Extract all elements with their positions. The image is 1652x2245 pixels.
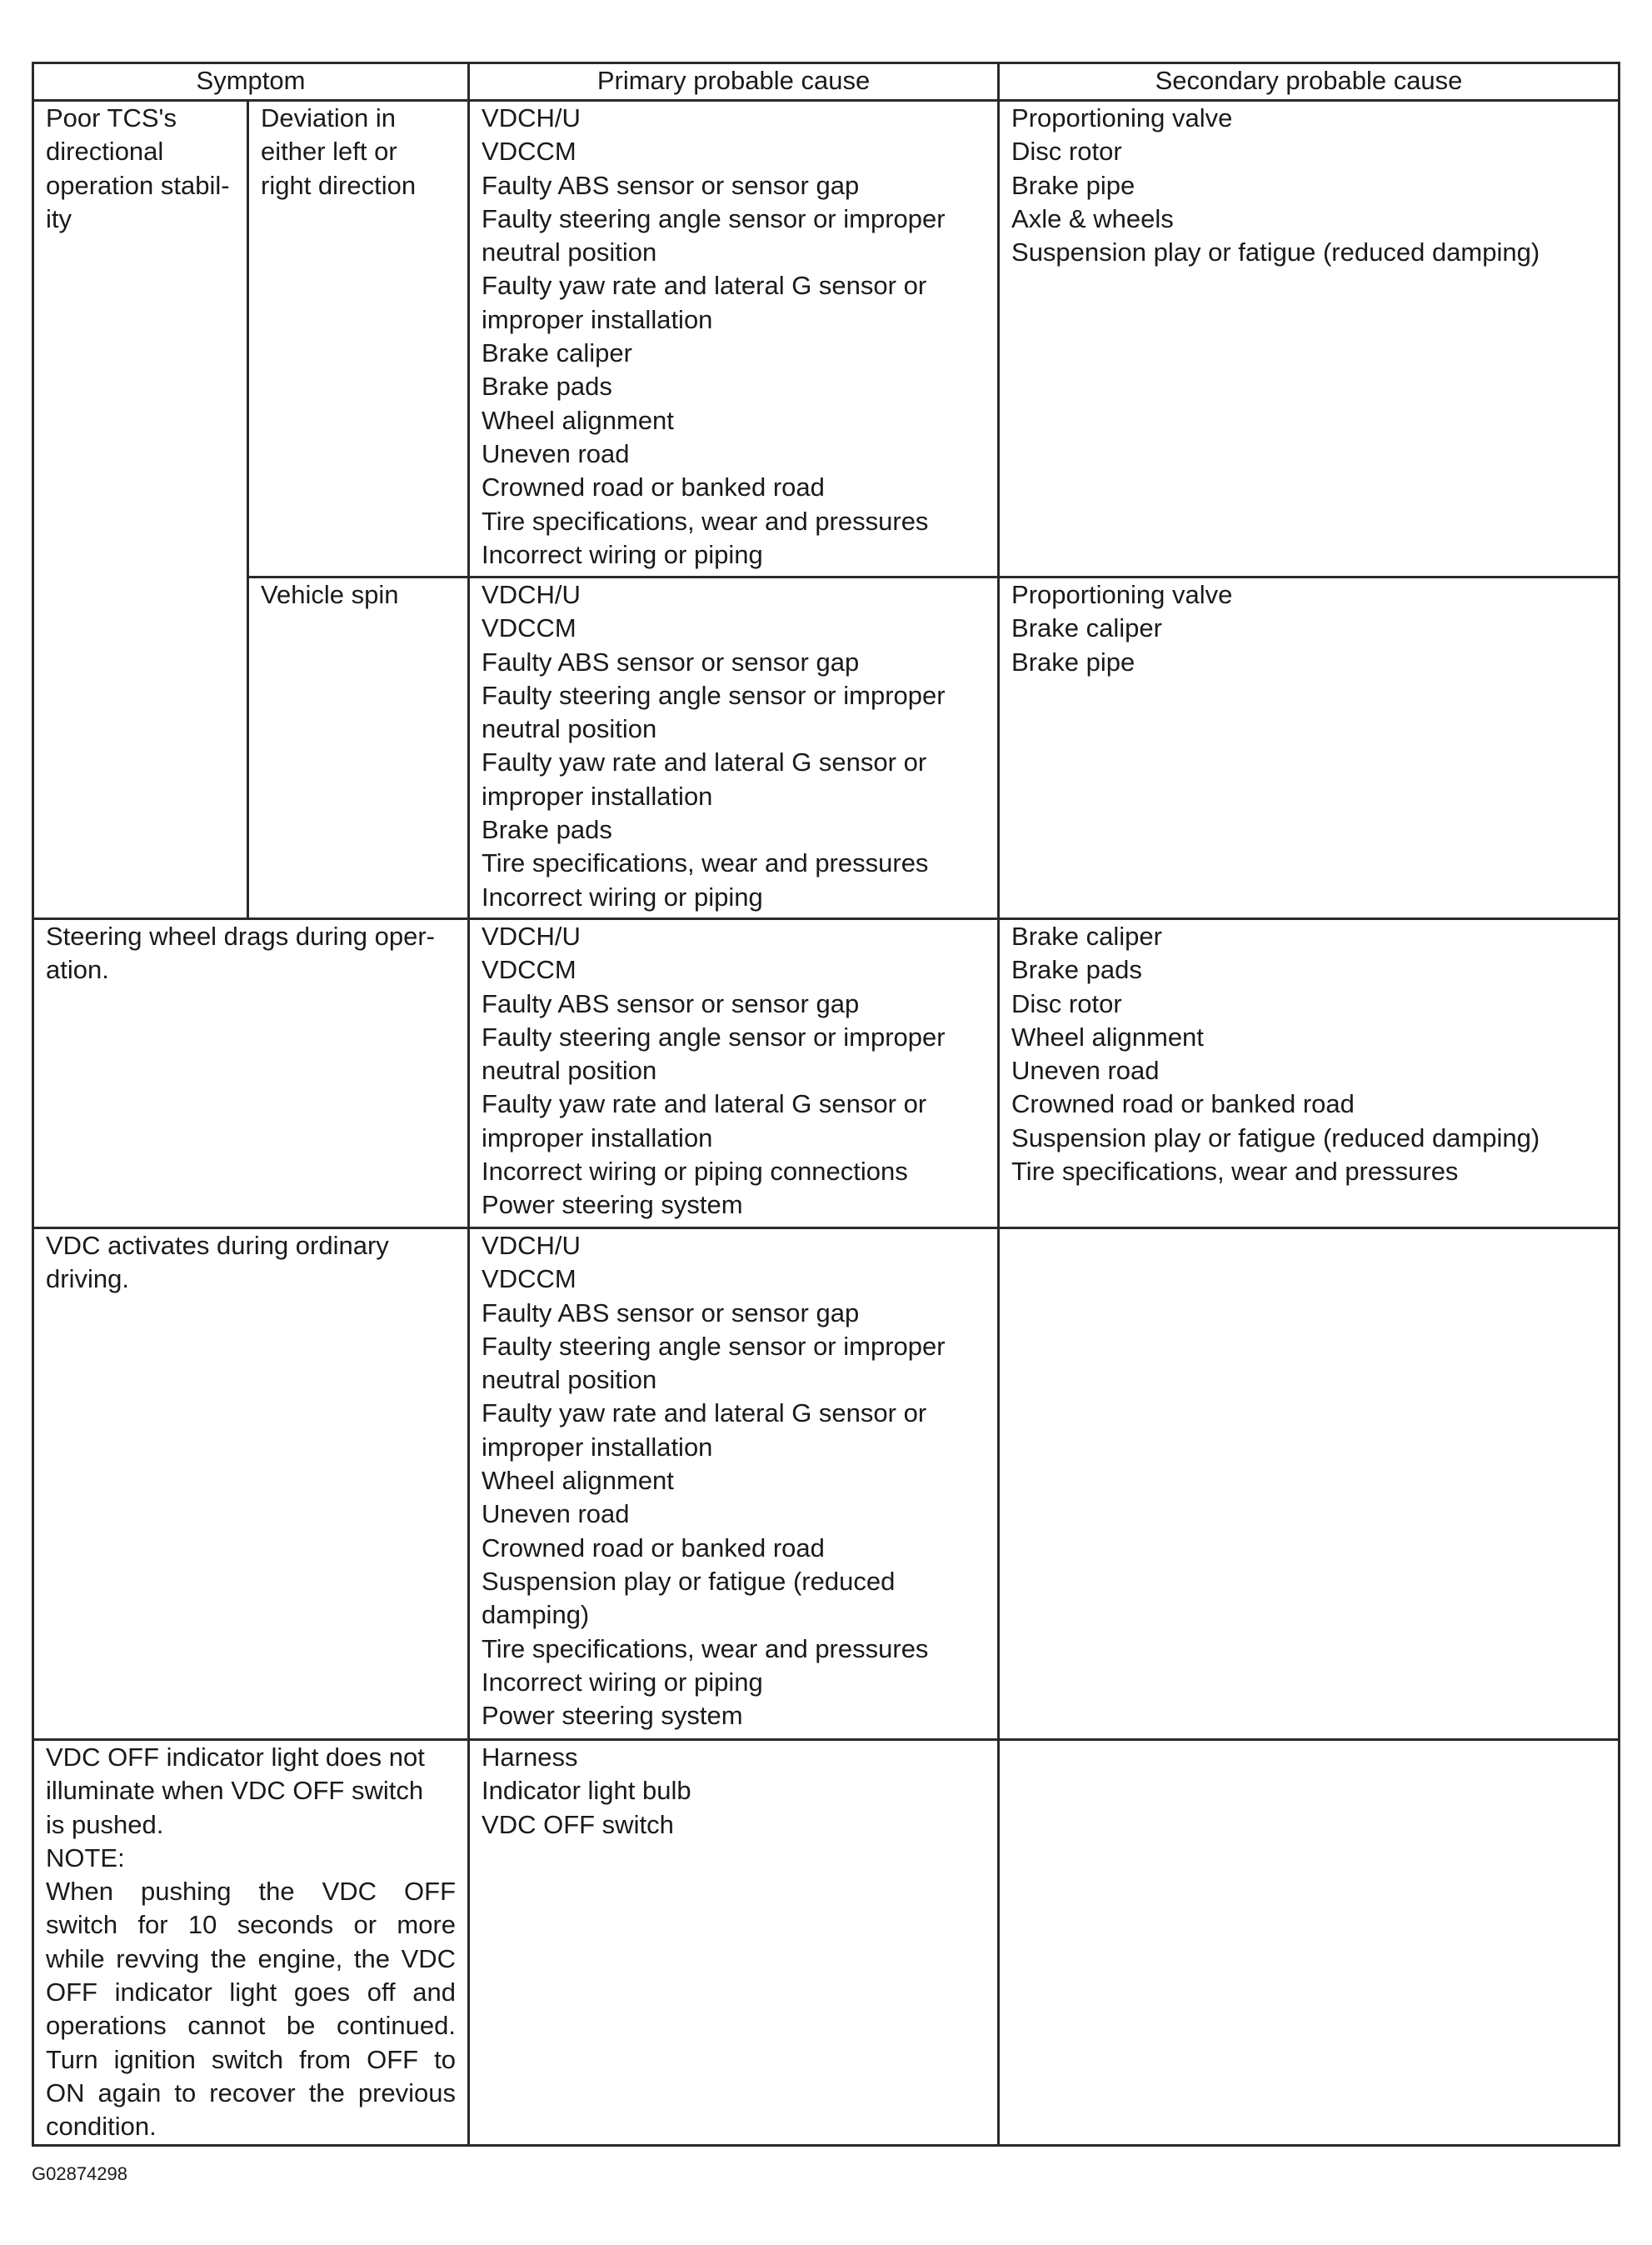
cause-item: Brake caliper — [1011, 922, 1162, 951]
cause-item: neutral position — [482, 1056, 657, 1086]
cause-item: improper installation — [482, 304, 713, 334]
note-line: OFF indicator light goes off and — [46, 1978, 457, 2008]
cause-item: Uneven road — [482, 1499, 630, 1529]
symptom-cell — [33, 101, 248, 919]
note-line: Turn ignition switch from OFF to — [46, 2044, 457, 2074]
cause-item: Faulty yaw rate and lateral G sensor or — [482, 748, 927, 778]
cause-item: Faulty steering angle sensor or improper — [482, 1022, 946, 1052]
cause-item: Faulty ABS sensor or sensor gap — [482, 647, 860, 677]
cause-item: Suspension play or fatigue (reduced damping) — [1011, 1122, 1540, 1152]
cause-item: VDCH/U — [482, 1231, 581, 1260]
cause-item: Faulty yaw rate and lateral G sensor or — [482, 1089, 927, 1119]
cause-item: Faulty ABS sensor or sensor gap — [482, 1298, 860, 1328]
cause-item: Faulty yaw rate and lateral G sensor or — [482, 271, 927, 301]
sub-symptom-line: either left or — [261, 137, 397, 167]
header-symptom: Symptom — [33, 63, 469, 101]
cause-item: Uneven road — [482, 438, 630, 468]
cause-item: VDCCM — [482, 955, 576, 985]
cause-item: improper installation — [482, 1432, 713, 1462]
note-label: NOTE: — [46, 1842, 125, 1872]
header-row — [33, 63, 1620, 101]
cause-item: VDCH/U — [482, 580, 581, 609]
cause-item: Power steering system — [482, 1701, 743, 1731]
cause-item: Crowned road or banked road — [482, 1532, 825, 1562]
diagnostic-table — [32, 62, 1620, 2147]
cause-item: Wheel alignment — [482, 1466, 674, 1496]
cause-item: VDCH/U — [482, 922, 581, 951]
symptom-cell — [33, 1740, 469, 2146]
cause-item: Brake caliper — [482, 338, 632, 368]
cause-item: Proportioning valve — [1011, 103, 1233, 132]
sub-symptom-cell — [248, 578, 469, 919]
cause-item: VDCH/U — [482, 103, 581, 132]
cause-item: VDCCM — [482, 613, 576, 643]
cause-item: Incorrect wiring or piping — [482, 882, 763, 912]
note-line: switch for 10 seconds or more — [46, 1910, 457, 1940]
cause-item: neutral position — [482, 238, 657, 268]
sub-symptom-line: Deviation in — [261, 103, 396, 132]
cause-item: Disc rotor — [1011, 137, 1122, 167]
cause-item: improper installation — [482, 781, 713, 811]
primary-cause-cell — [469, 919, 999, 1228]
cause-item: Tire specifications, wear and pressures — [482, 506, 929, 536]
header-primary-cause: Primary probable cause — [469, 63, 999, 101]
cause-item: Brake pads — [482, 372, 612, 402]
cause-item: Tire specifications, wear and pressures — [482, 848, 929, 878]
cause-item: Crowned road or banked road — [1011, 1089, 1355, 1119]
cause-item: Harness — [482, 1742, 578, 1772]
symptom-line: driving. — [46, 1264, 129, 1294]
table-row — [33, 1228, 1620, 1740]
cause-item: Incorrect wiring or piping connections — [482, 1157, 908, 1187]
note-line: condition. — [46, 2112, 157, 2142]
cause-item: Proportioning valve — [1011, 580, 1233, 609]
secondary-cause-cell — [999, 1228, 1620, 1740]
cause-item: Incorrect wiring or piping — [482, 1667, 763, 1697]
figure-id: G02874298 — [32, 2163, 127, 2184]
cause-item: Uneven road — [1011, 1056, 1160, 1086]
cause-item: Brake pipe — [1011, 170, 1135, 200]
cause-item: Faulty steering angle sensor or improper — [482, 680, 946, 710]
table-row — [33, 578, 1620, 919]
cause-item: Faulty ABS sensor or sensor gap — [482, 170, 860, 200]
cause-item: Faulty yaw rate and lateral G sensor or — [482, 1398, 927, 1428]
cause-item: Tire specifications, wear and pressures — [1011, 1157, 1459, 1187]
table-row — [33, 1740, 1620, 2146]
symptom-line: ation. — [46, 955, 109, 985]
header-secondary-cause: Secondary probable cause — [999, 63, 1620, 101]
cause-item: neutral position — [482, 714, 657, 744]
cause-item: Faulty steering angle sensor or improper — [482, 1331, 946, 1361]
cause-item: VDC OFF switch — [482, 1809, 674, 1839]
cause-item: Brake pads — [1011, 955, 1142, 985]
cause-item: Incorrect wiring or piping — [482, 539, 763, 569]
cause-item: neutral position — [482, 1365, 657, 1395]
cause-item: damping) — [482, 1600, 590, 1630]
sub-symptom-line: Vehicle spin — [261, 580, 399, 609]
cause-item: Brake pads — [482, 815, 612, 845]
primary-cause-cell — [469, 1740, 999, 2146]
symptom-line: VDC activates during ordinary — [46, 1231, 389, 1260]
table-row — [33, 101, 1620, 578]
secondary-cause-cell — [999, 578, 1620, 919]
secondary-cause-cell — [999, 101, 1620, 578]
symptom-line: Steering wheel drags during oper- — [46, 922, 435, 951]
cause-item: Brake pipe — [1011, 647, 1135, 677]
cause-item: Indicator light bulb — [482, 1776, 691, 1806]
symptom-line: directional — [46, 137, 164, 167]
symptom-cell — [33, 919, 469, 1228]
symptom-cell — [33, 1228, 469, 1740]
cause-item: Axle & wheels — [1011, 203, 1174, 233]
symptom-line: ity — [46, 203, 72, 233]
cause-item: Suspension play or fatigue (reduced damping) — [1011, 238, 1540, 268]
cause-item: Suspension play or fatigue (reduced — [482, 1566, 896, 1596]
symptom-line: illuminate when VDC OFF switch — [46, 1776, 424, 1806]
note-line: operations cannot be continued. — [46, 2011, 457, 2041]
symptom-line: is pushed. — [46, 1809, 164, 1839]
cause-item: Tire specifications, wear and pressures — [482, 1633, 929, 1663]
sub-symptom-cell — [248, 101, 469, 578]
sub-symptom-line: right direction — [261, 170, 417, 200]
cause-item: Crowned road or banked road — [482, 472, 825, 502]
cause-item: Disc rotor — [1011, 988, 1122, 1018]
primary-cause-cell — [469, 101, 999, 578]
note-line: while revving the engine, the VDC — [46, 1943, 457, 1973]
symptom-line: VDC OFF indicator light does not — [46, 1742, 425, 1772]
table-row — [33, 919, 1620, 1228]
primary-cause-cell — [469, 1228, 999, 1740]
cause-item: Faulty ABS sensor or sensor gap — [482, 988, 860, 1018]
cause-item: Brake caliper — [1011, 613, 1162, 643]
secondary-cause-cell — [999, 919, 1620, 1228]
cause-item: VDCCM — [482, 1264, 576, 1294]
secondary-cause-cell — [999, 1740, 1620, 2146]
cause-item: improper installation — [482, 1122, 713, 1152]
cause-item: Power steering system — [482, 1190, 743, 1220]
cause-item: VDCCM — [482, 137, 576, 167]
primary-cause-cell — [469, 578, 999, 919]
cause-item: Wheel alignment — [482, 405, 674, 435]
cause-item: Faulty steering angle sensor or improper — [482, 203, 946, 233]
note-line: When pushing the VDC OFF — [46, 1877, 457, 1907]
symptom-line: operation stabil- — [46, 170, 230, 200]
note-line: ON again to recover the previous — [46, 2078, 457, 2108]
symptom-line: Poor TCS's — [46, 103, 177, 132]
cause-item: Wheel alignment — [1011, 1022, 1204, 1052]
